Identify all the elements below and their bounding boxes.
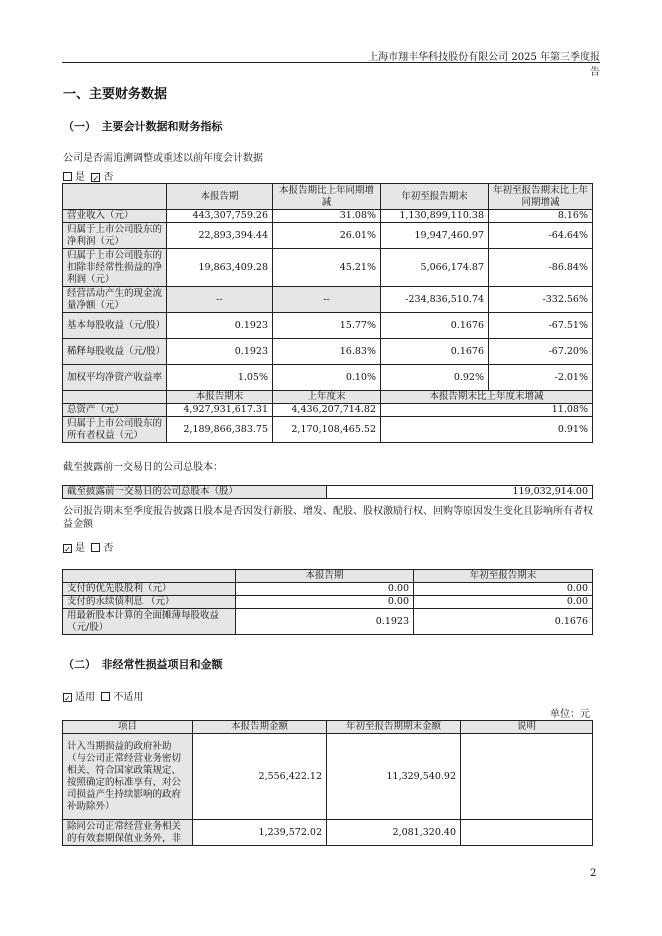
- cell: -86.84%: [489, 249, 593, 287]
- table-row: [63, 486, 593, 499]
- cell: 0.92%: [381, 365, 489, 391]
- cell: --: [167, 287, 273, 313]
- cell: -2.01%: [489, 365, 593, 391]
- table-header: [63, 391, 167, 404]
- table-header: 上年度末: [273, 391, 381, 404]
- row-label: 营业收入（元）: [63, 210, 167, 223]
- restate-options: [63, 168, 113, 183]
- table-row: [63, 820, 593, 846]
- cell: 0.1923: [167, 313, 273, 339]
- checkbox-checked-icon[interactable]: ✓: [64, 545, 71, 554]
- row-label: 归属于上市公司股东的所有者权益（元）: [63, 417, 167, 443]
- row-label: 除同公司正常经营业务相关的有效套期保值业务外，非: [63, 820, 193, 846]
- table-header: 年初至报告期末: [381, 184, 489, 210]
- table-header: [63, 570, 236, 583]
- checkbox-icon[interactable]: [101, 692, 110, 701]
- row-label: 支付的优先股股利（元）: [63, 583, 236, 596]
- key-financial-table: [62, 183, 593, 443]
- cell: 0.91%: [381, 417, 593, 443]
- share-capital-table: [62, 485, 593, 499]
- row-label: 稀释每股收益（元/股）: [63, 339, 167, 365]
- option-no-label: 否: [103, 543, 114, 554]
- cell: 0.00: [414, 596, 593, 609]
- option-yes-label: 是: [75, 543, 85, 554]
- cell: 1,239,572.02: [193, 820, 327, 846]
- change-options: [63, 539, 113, 554]
- cell: 4,927,931,617.31: [167, 404, 273, 417]
- cell: 11.08%: [381, 404, 593, 417]
- cell: 19,947,460.97: [381, 223, 489, 249]
- table-row: [63, 210, 593, 223]
- row-label: 计入当期损益的政府补助（与公司正常经营业务密切相关、符合国家政策规定、按照确定的标准享有、对公司损益产生持续影响的政府补助除外）: [63, 734, 193, 820]
- cell: 119,032,914.00: [327, 486, 593, 499]
- capital-title: 截至披露前一交易日的公司总股本：: [63, 462, 223, 473]
- table-row: [63, 734, 593, 820]
- applicable-options: [63, 688, 143, 703]
- cell: 2,081,320.40: [327, 820, 461, 846]
- row-label: 归属于上市公司股东的净利润（元）: [63, 223, 167, 249]
- section-title: 一、主要财务数据: [63, 87, 168, 102]
- cell: -64.64%: [489, 223, 593, 249]
- table-header: 年初至报告期期末金额: [327, 721, 461, 734]
- table-row: [63, 596, 593, 609]
- row-label: 截至披露前一交易日的公司总股本（股）: [63, 486, 327, 499]
- row-label: 总资产（元）: [63, 404, 167, 417]
- table-row: [63, 365, 593, 391]
- table-row: [63, 287, 593, 313]
- unit-label: 单位：元: [550, 709, 590, 720]
- cell: 15.77%: [273, 313, 381, 339]
- checkbox-checked-icon[interactable]: ✓: [64, 694, 71, 703]
- cell: 16.83%: [273, 339, 381, 365]
- cell: 5,066,174.87: [381, 249, 489, 287]
- cell: 0.00: [414, 583, 593, 596]
- header-divider: [62, 62, 600, 63]
- cell: 4,436,207,714.82: [273, 404, 381, 417]
- checkbox-icon[interactable]: [63, 172, 72, 181]
- option-yes-label: 是: [75, 172, 85, 183]
- subsection-title-2: （二） 非经常性损益项目和金额: [63, 658, 223, 671]
- row-label: 加权平均净资产收益率: [63, 365, 167, 391]
- table-header: 本报告期末: [167, 391, 273, 404]
- table-header: 本报告期末比上年度末增减: [381, 391, 593, 404]
- option-applicable-label: 适用: [75, 692, 95, 703]
- subsection-title-1: （一） 主要会计数据和财务指标: [63, 120, 223, 133]
- cell: 11,329,540.92: [327, 734, 461, 820]
- cell: 1.05%: [167, 365, 273, 391]
- cell: -332.56%: [489, 287, 593, 313]
- page-header: 上海市翔丰华科技股份有限公司 2025 年第三季度报告: [368, 52, 600, 78]
- cell: 19,863,409.28: [167, 249, 273, 287]
- cell: 2,556,422.12: [193, 734, 327, 820]
- cell: 2,189,866,383.75: [167, 417, 273, 443]
- table-header: 本报告期: [236, 570, 414, 583]
- cell: 22,893,394.44: [167, 223, 273, 249]
- diluted-eps-table: [62, 569, 593, 635]
- row-label: 归属于上市公司股东的扣除非经常性损益的净利润（元）: [63, 249, 167, 287]
- table-header: 年初至报告期末: [414, 570, 593, 583]
- checkbox-checked-icon[interactable]: ✓: [92, 174, 100, 183]
- table-header: 年初至报告期末比上年同期增减: [489, 184, 593, 210]
- table-header: [63, 184, 167, 210]
- table-row: [63, 404, 593, 417]
- table-row: [63, 417, 593, 443]
- cell: 0.00: [236, 596, 414, 609]
- cell: -67.51%: [489, 313, 593, 339]
- cell: 0.10%: [273, 365, 381, 391]
- non-recurring-table: [62, 720, 593, 846]
- cell: 0.1923: [236, 609, 414, 635]
- checkbox-icon[interactable]: [91, 543, 100, 552]
- row-label: 用最新股本计算的全面摊薄每股收益（元/股）: [63, 609, 236, 635]
- cell: 0.1676: [381, 313, 489, 339]
- cell: 45.21%: [273, 249, 381, 287]
- table-header: 本报告期: [167, 184, 273, 210]
- cell: 8.16%: [489, 210, 593, 223]
- table-header: 说明: [461, 721, 593, 734]
- cell: 0.1676: [381, 339, 489, 365]
- page-number: 2: [590, 868, 597, 879]
- cell: 443,307,759.26: [167, 210, 273, 223]
- cell: --: [273, 287, 381, 313]
- table-row: [63, 313, 593, 339]
- cell: 2,170,108,465.52: [273, 417, 381, 443]
- option-no-label: 否: [103, 172, 114, 183]
- restate-question: 公司是否需追溯调整或重述以前年度会计数据: [63, 153, 263, 164]
- row-label: 支付的永续债利息 （元）: [63, 596, 236, 609]
- cell: 0.1676: [414, 609, 593, 635]
- table-row: [63, 583, 593, 596]
- table-row: [63, 339, 593, 365]
- cell: [461, 820, 593, 846]
- cell: [461, 734, 593, 820]
- table-row: [63, 249, 593, 287]
- table-header: 本报告期比上年同期增减: [273, 184, 381, 210]
- table-row: [63, 609, 593, 635]
- cell: 0.1923: [167, 339, 273, 365]
- table-header: 本报告期金额: [193, 721, 327, 734]
- row-label: 经营活动产生的现金流量净额（元）: [63, 287, 167, 313]
- option-not-applicable-label: 不适用: [113, 692, 144, 703]
- row-label: 基本每股收益（元/股）: [63, 313, 167, 339]
- cell: 31.08%: [273, 210, 381, 223]
- table-row: [63, 223, 593, 249]
- share-change-question: 公司报告期末至季度报告披露日股本是否因发行新股、增发、配股、股权激励行权、回购等原因发生变化且影响所有者权益金额: [63, 506, 593, 530]
- cell: -67.20%: [489, 339, 593, 365]
- table-header: 项目: [63, 721, 193, 734]
- cell: 1,130,899,110.38: [381, 210, 489, 223]
- cell: 26.01%: [273, 223, 381, 249]
- cell: 0.00: [236, 583, 414, 596]
- cell: -234,836,510.74: [381, 287, 489, 313]
